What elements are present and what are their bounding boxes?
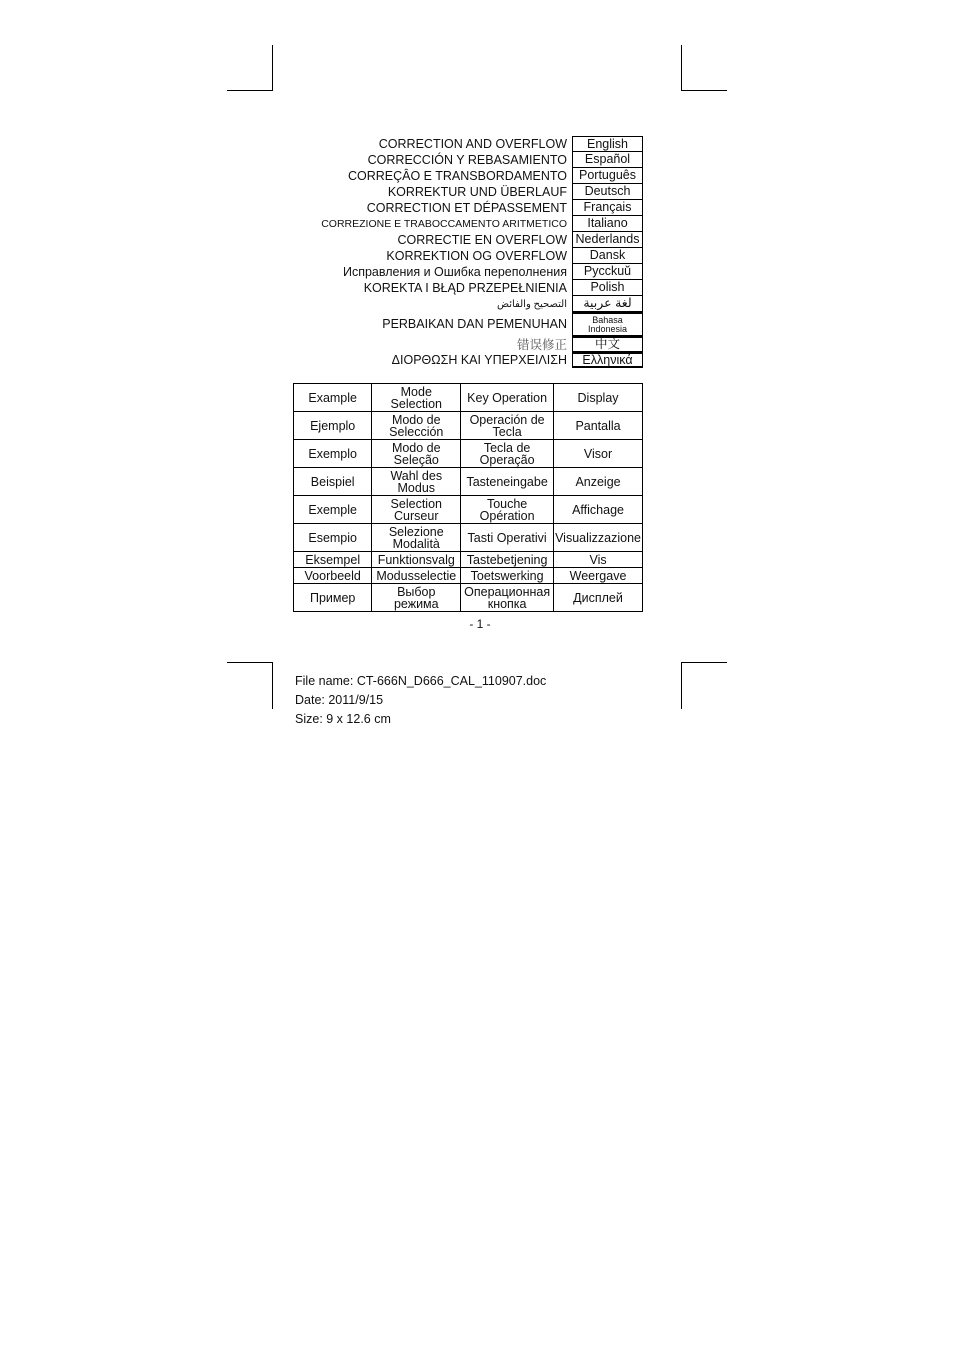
section-title: CORREÇÂO E TRANSBORDAMENTO	[347, 169, 567, 183]
table-cell	[461, 440, 554, 468]
crop-mark-top-right-h	[681, 90, 727, 91]
cell-line: Operación de	[469, 412, 545, 427]
table-cell	[461, 412, 554, 440]
cell-line: Tecla de	[483, 440, 531, 455]
table-cell: Eksempel	[294, 552, 372, 568]
page-number: - 1 -	[469, 617, 491, 631]
section-title: CORRECCIÓN Y REBASAMIENTO	[367, 153, 567, 167]
table-cell: Дисплей	[554, 584, 643, 612]
date-text: Date: 2011/9/15	[295, 693, 384, 707]
language-row	[293, 200, 643, 216]
cell-line: Mode	[400, 384, 432, 399]
language-label: لغة عربية	[572, 296, 643, 312]
language-row	[293, 312, 643, 336]
table-cell: Key Operation	[461, 384, 554, 412]
crop-mark-top-left-h	[227, 90, 273, 91]
language-row	[293, 248, 643, 264]
cell-line: Opération	[479, 508, 535, 523]
language-label: 中文	[572, 336, 643, 352]
table-cell: Tasteneingabe	[461, 468, 554, 496]
table-row	[294, 568, 643, 584]
cell-line: Modus	[397, 480, 436, 495]
table-cell: Tasti Operativi	[461, 524, 554, 552]
table-cell	[461, 496, 554, 524]
table-cell: Toetswerking	[461, 568, 554, 584]
cell-line: кнопка	[487, 596, 527, 611]
table-cell: Exemplo	[294, 440, 372, 468]
table-cell: Pantalla	[554, 412, 643, 440]
language-label: English	[572, 136, 643, 152]
cell-line: режима	[393, 596, 439, 611]
cell-line: Touche	[486, 496, 528, 511]
language-title-list	[293, 136, 643, 368]
language-label: Nederlands	[572, 232, 643, 248]
table-cell: Пример	[294, 584, 372, 612]
operations-table	[293, 383, 643, 612]
cell-line: Selección	[389, 424, 444, 439]
language-label: Ελληνικά	[572, 352, 643, 368]
table-row	[294, 496, 643, 524]
cell-line: Curseur	[394, 508, 439, 523]
table-cell	[372, 440, 461, 468]
section-title: KOREKTA I BŁĄD PRZEPEŁNIENIA	[363, 281, 567, 295]
language-row	[293, 232, 643, 248]
language-row	[293, 136, 643, 152]
section-title: CORRECTIE EN OVERFLOW	[397, 233, 567, 247]
language-row	[293, 168, 643, 184]
cell-line: Modalità	[392, 536, 440, 551]
table-cell	[372, 468, 461, 496]
table-cell	[372, 524, 461, 552]
cell-line: Selection	[390, 396, 442, 411]
crop-mark-bottom-left-v	[272, 662, 273, 709]
language-label: Polish	[572, 280, 643, 296]
language-row	[293, 184, 643, 200]
table-cell: Esempio	[294, 524, 372, 552]
table-cell: Ejemplo	[294, 412, 372, 440]
size-text: Size: 9 x 12.6 cm	[295, 712, 391, 726]
table-cell: Tastebetjening	[461, 552, 554, 568]
language-row	[293, 216, 643, 232]
language-label: Italiano	[572, 216, 643, 232]
table-cell: Visor	[554, 440, 643, 468]
table-cell	[372, 584, 461, 612]
section-title: CORRECTION AND OVERFLOW	[378, 137, 567, 151]
section-title: Исправления и Ошибка переполнения	[342, 265, 567, 279]
table-row	[294, 384, 643, 412]
table-cell: Visualizzazione	[554, 524, 643, 552]
table-cell: Anzeige	[554, 468, 643, 496]
section-title: KORREKTUR UND ÜBERLAUF	[387, 185, 567, 199]
table-cell	[461, 584, 554, 612]
cell-line: Operação	[479, 452, 535, 467]
section-title: ΔΙΟΡΘΩΣΗ ΚΑΙ ΥΠΕΡΧΕΙΛΙΣΗ	[391, 353, 567, 367]
table-cell	[372, 412, 461, 440]
cell-line: Selezione	[388, 524, 444, 539]
language-label: Pycckuŭ	[572, 264, 643, 280]
cell-line: Selection	[390, 496, 442, 511]
cell-line: Seleção	[393, 452, 439, 467]
table-cell: Vis	[554, 552, 643, 568]
language-label: Português	[572, 168, 643, 184]
table-row	[294, 412, 643, 440]
cell-line: Tecla	[492, 424, 522, 439]
language-row	[293, 352, 643, 368]
table-cell: Affichage	[554, 496, 643, 524]
table-row	[294, 584, 643, 612]
section-title: CORREZIONE E TRABOCCAMENTO ARITMETICO	[321, 218, 567, 230]
language-row	[293, 280, 643, 296]
language-label-line: Indonesia	[587, 323, 628, 334]
cell-line: Выбор	[397, 584, 436, 599]
table-cell	[372, 496, 461, 524]
language-label	[572, 312, 643, 336]
language-row	[293, 152, 643, 168]
table-row	[294, 552, 643, 568]
table-cell: Voorbeeld	[294, 568, 372, 584]
table-cell	[372, 384, 461, 412]
language-label: Deutsch	[572, 184, 643, 200]
table-cell: Example	[294, 384, 372, 412]
table-cell: Modusselectie	[372, 568, 461, 584]
crop-mark-top-left-v	[272, 45, 273, 91]
language-row	[293, 296, 643, 312]
cell-line: Wahl des	[390, 468, 443, 483]
table-row	[294, 524, 643, 552]
section-title: KORREKTION OG OVERFLOW	[386, 249, 567, 263]
section-title: التصحيح والفائض	[496, 298, 567, 310]
table-cell: Exemple	[294, 496, 372, 524]
table-cell: Display	[554, 384, 643, 412]
table-cell: Beispiel	[294, 468, 372, 496]
cell-line: Операционная	[464, 584, 551, 599]
section-title: 错误修正	[516, 338, 567, 352]
language-label: Français	[572, 200, 643, 216]
crop-mark-bottom-left-h	[227, 662, 273, 663]
table-row	[294, 468, 643, 496]
language-label: Dansk	[572, 248, 643, 264]
language-row	[293, 336, 643, 352]
table-cell: Funktionsvalg	[372, 552, 461, 568]
table-cell: Weergave	[554, 568, 643, 584]
file-name-text: File name: CT-666N_D666_CAL_110907.doc	[295, 674, 547, 688]
language-row	[293, 264, 643, 280]
section-title: CORRECTION ET DÉPASSEMENT	[366, 201, 567, 215]
cell-line: Modo de	[391, 440, 441, 455]
section-title: PERBAIKAN DAN PEMENUHAN	[382, 317, 567, 331]
crop-mark-top-right-v	[681, 45, 682, 91]
cell-line: Modo de	[391, 412, 441, 427]
crop-mark-bottom-right-h	[681, 662, 727, 663]
table-row	[294, 440, 643, 468]
language-label-line: Bahasa	[592, 314, 623, 325]
crop-mark-bottom-right-v	[681, 662, 682, 709]
language-label: Español	[572, 152, 643, 168]
